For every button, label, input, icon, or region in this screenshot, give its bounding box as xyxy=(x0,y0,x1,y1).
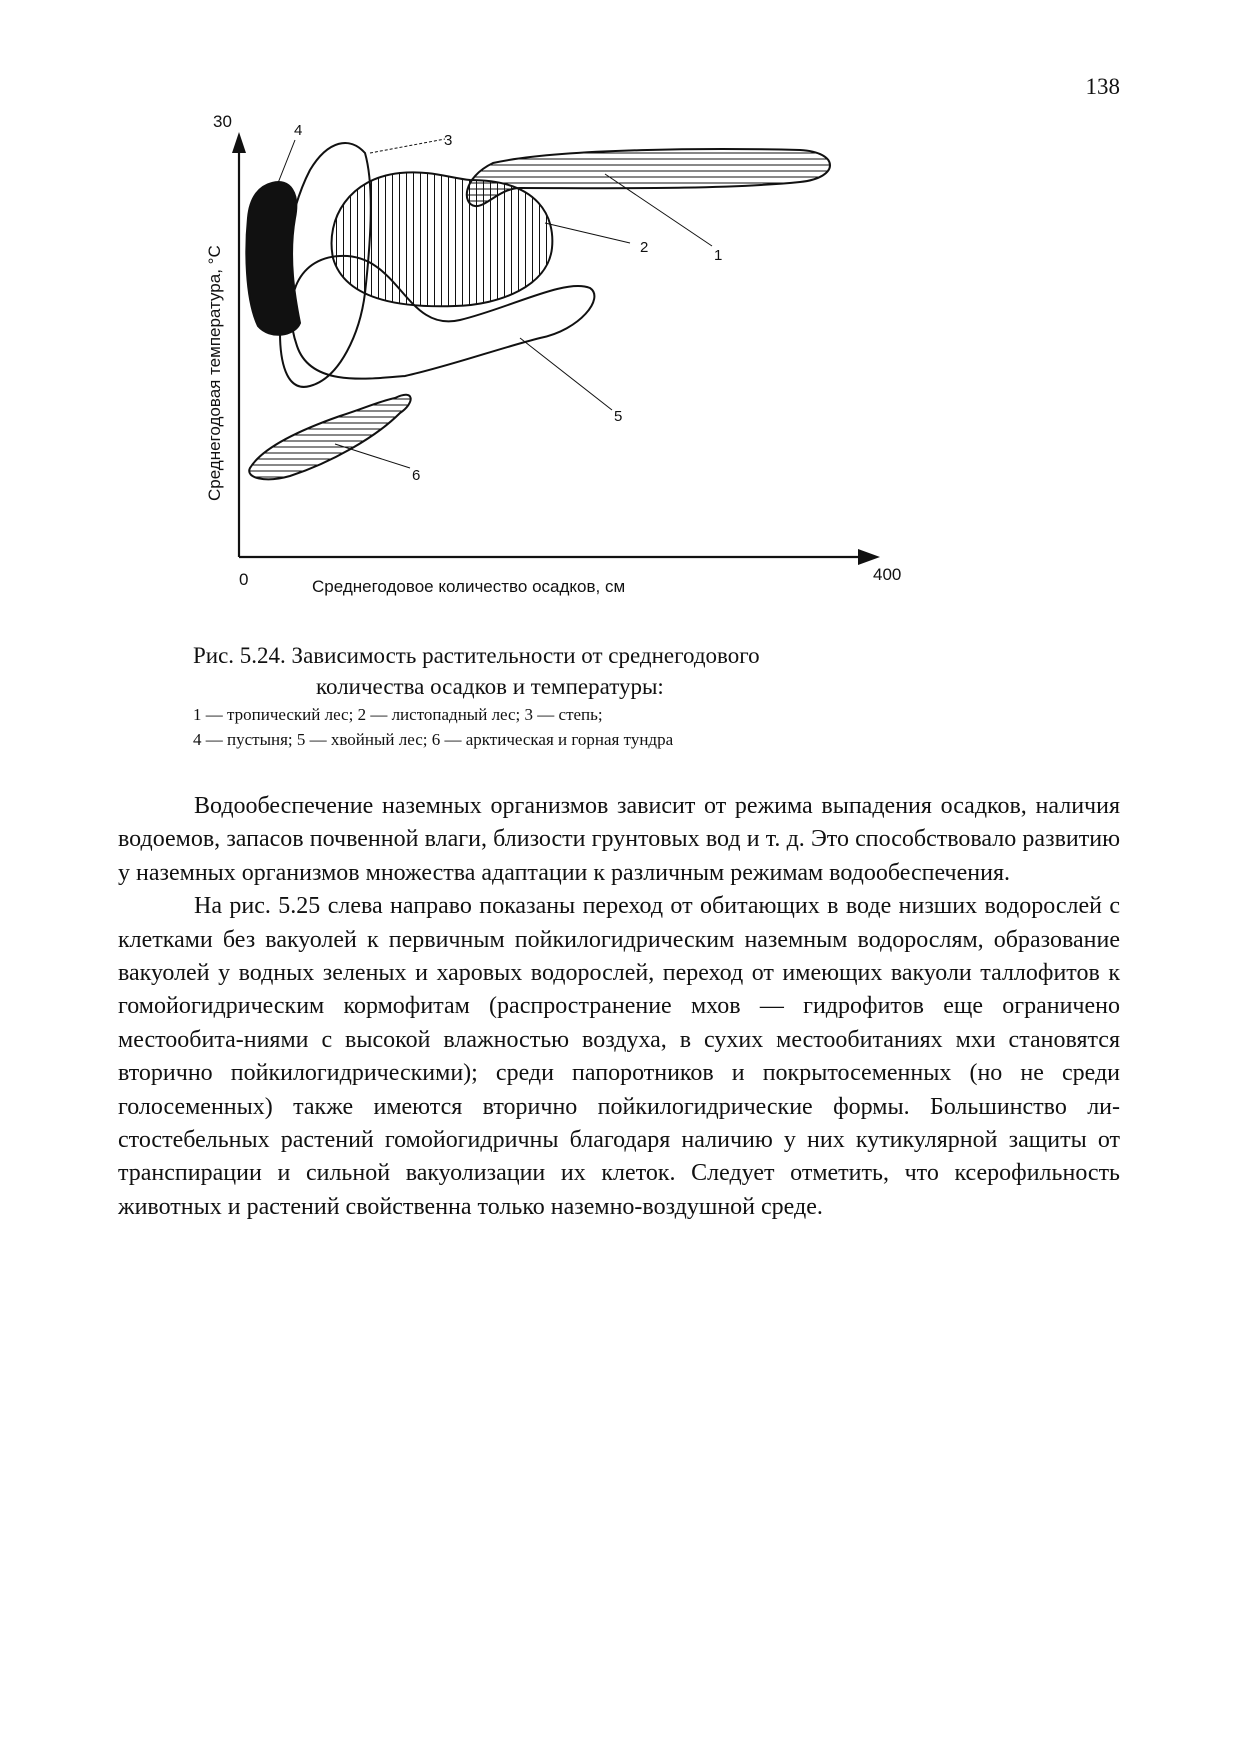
y-axis-label: Среднегодовая температура, °С xyxy=(205,245,224,501)
region-2-hatched xyxy=(332,172,553,306)
region-6-hatched xyxy=(249,395,410,480)
body-text xyxy=(118,790,1120,1224)
region-number-2: 2 xyxy=(640,239,649,256)
leader-line-3 xyxy=(370,139,445,153)
y-max-label: 30 xyxy=(213,112,232,131)
figure-vegetation-diagram xyxy=(200,108,1030,618)
page-number: 138 xyxy=(1085,74,1120,99)
x-axis-arrow-icon xyxy=(858,549,880,565)
caption-title-line-1: Рис. 5.24. Зависимость растительности от среднегодового xyxy=(193,643,760,668)
paragraph-2: На рис. 5.25 слева направо показаны переход от обитающих в воде низших водорослей с клетками без вакуолей к первичным пойкилогидрическим наземным водорослям, образование вакуолей у водных зеленых и харовых водорослей, переход от имеющих вакуоли таллофитов к гомойогидрическим кормофитам (распространение мхов — гидрофитов еще ограничено местообита-ниями с высокой влажностью воздуха, в сухих местообитаниях мхи становятся вторично пойкилогидрическими); среди папоротников и покрытосеменных (но не среди голосеменных) также имеются вторично пойкилогидрические формы. Большинство ли-стостебельных растений гомойогидричны благодаря наличию у них кутикулярной защиты от транспирации и сильной вакуолизации их клеток. Следует отметить, что ксерофильность животных и растений свойственна только наземно-воздушной среде. xyxy=(118,893,1120,1220)
leader-line-4 xyxy=(278,140,295,183)
region-number-3: 3 xyxy=(444,132,453,149)
leader-line-2 xyxy=(545,223,630,243)
region-number-5: 5 xyxy=(614,408,623,425)
leader-line-5 xyxy=(520,338,612,410)
x-axis-label: Среднегодовое количество осадков, см xyxy=(312,577,626,596)
region-number-4: 4 xyxy=(294,122,303,139)
region-4-solid xyxy=(246,182,300,335)
y-axis-arrow-icon xyxy=(232,132,246,153)
region-number-6: 6 xyxy=(412,467,421,484)
caption-legend-line-1: 1 — тропический лес; 2 — листопадный лес; 3 — степь; xyxy=(193,705,603,724)
leader-line-6 xyxy=(335,444,410,468)
origin-label: 0 xyxy=(239,570,249,589)
caption-title-line-2: количества осадков и температуры: xyxy=(316,674,664,699)
x-max-label: 400 xyxy=(873,565,902,584)
caption-legend-line-2: 4 — пустыня; 5 — хвойный лес; 6 — арктическая и горная тундра xyxy=(193,730,674,749)
region-number-1: 1 xyxy=(714,247,723,264)
figure-caption xyxy=(193,640,1043,752)
paragraph-1: Водообеспечение наземных организмов зависит от режима выпадения осадков, наличия водоемов, запасов почвенной влаги, близости грунтовых вод и т. д. Это способствовало развитию у наземных организмов множества адаптации к различным режимам водообеспечения. xyxy=(118,793,1120,886)
